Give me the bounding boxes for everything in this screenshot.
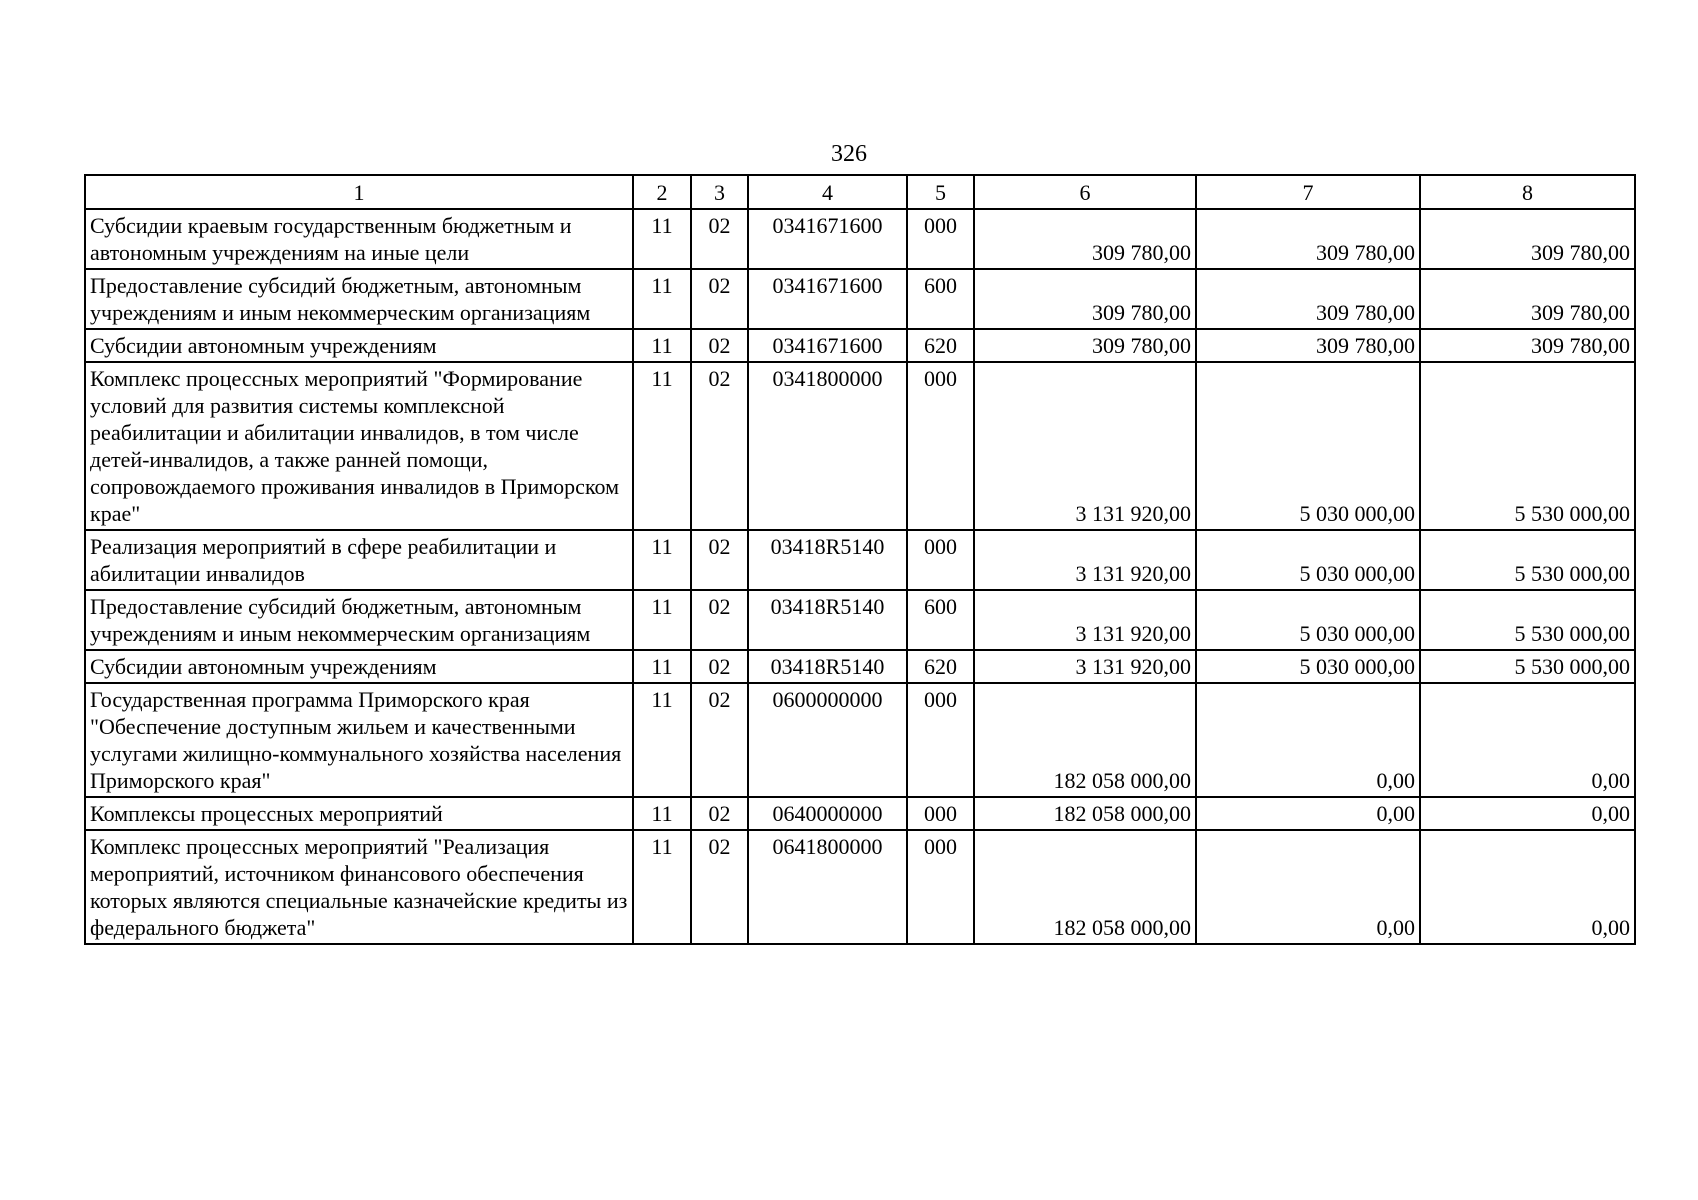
table-row (85, 830, 1635, 944)
table-row (85, 590, 1635, 650)
target-item-code-cell: 0641800000 (748, 830, 907, 944)
column-header: 8 (1420, 175, 1635, 209)
subsection-code-cell: 02 (691, 590, 748, 650)
table-row (85, 362, 1635, 530)
column-header: 1 (85, 175, 633, 209)
amount-col8-cell: 309 780,00 (1420, 269, 1635, 329)
row-name-cell: Комплексы процессных мероприятий (85, 797, 633, 830)
table-row (85, 530, 1635, 590)
subsection-code-cell: 02 (691, 797, 748, 830)
amount-col8-cell: 5 530 000,00 (1420, 590, 1635, 650)
section-code-cell: 11 (633, 830, 691, 944)
subsection-code-cell: 02 (691, 269, 748, 329)
expense-type-code-cell: 000 (907, 362, 974, 530)
subsection-code-cell: 02 (691, 650, 748, 683)
page-number: 326 (831, 141, 867, 167)
section-code-cell: 11 (633, 269, 691, 329)
target-item-code-cell: 0600000000 (748, 683, 907, 797)
amount-col8-cell: 5 530 000,00 (1420, 650, 1635, 683)
subsection-code-cell: 02 (691, 329, 748, 362)
table-row (85, 329, 1635, 362)
amount-col6-cell: 3 131 920,00 (974, 530, 1196, 590)
amount-col6-cell: 182 058 000,00 (974, 797, 1196, 830)
row-name-cell: Государственная программа Приморского края "Обеспечение доступным жильем и качественными услугами жилищно-коммунального хозяйства населения Приморского края" (85, 683, 633, 797)
amount-col6-cell: 309 780,00 (974, 329, 1196, 362)
row-name-cell: Комплекс процессных мероприятий "Реализация мероприятий, источником финансового обеспечения которых являются специальные казначейские кредиты из федерального бюджета" (85, 830, 633, 944)
budget-table (84, 174, 1636, 945)
expense-type-code-cell: 620 (907, 650, 974, 683)
amount-col8-cell: 0,00 (1420, 797, 1635, 830)
section-code-cell: 11 (633, 209, 691, 269)
expense-type-code-cell: 000 (907, 530, 974, 590)
section-code-cell: 11 (633, 530, 691, 590)
table-header-row (85, 175, 1635, 209)
column-header: 4 (748, 175, 907, 209)
section-code-cell: 11 (633, 590, 691, 650)
amount-col7-cell: 309 780,00 (1196, 209, 1420, 269)
target-item-code-cell: 03418R5140 (748, 530, 907, 590)
column-header: 6 (974, 175, 1196, 209)
target-item-code-cell: 0640000000 (748, 797, 907, 830)
amount-col6-cell: 182 058 000,00 (974, 830, 1196, 944)
expense-type-code-cell: 600 (907, 269, 974, 329)
amount-col8-cell: 309 780,00 (1420, 329, 1635, 362)
amount-col6-cell: 309 780,00 (974, 209, 1196, 269)
row-name-cell: Реализация мероприятий в сфере реабилитации и абилитации инвалидов (85, 530, 633, 590)
expense-type-code-cell: 000 (907, 797, 974, 830)
target-item-code-cell: 0341671600 (748, 209, 907, 269)
expense-type-code-cell: 000 (907, 683, 974, 797)
amount-col7-cell: 0,00 (1196, 797, 1420, 830)
expense-type-code-cell: 620 (907, 329, 974, 362)
section-code-cell: 11 (633, 797, 691, 830)
subsection-code-cell: 02 (691, 530, 748, 590)
section-code-cell: 11 (633, 362, 691, 530)
section-code-cell: 11 (633, 683, 691, 797)
table-row (85, 650, 1635, 683)
column-header: 5 (907, 175, 974, 209)
section-code-cell: 11 (633, 650, 691, 683)
amount-col6-cell: 3 131 920,00 (974, 650, 1196, 683)
row-name-cell: Комплекс процессных мероприятий "Формирование условий для развития системы комплексной реабилитации и абилитации инвалидов, в том числе детей-инвалидов, а также ранней помощи, сопровождаемого проживания инвалидов в Приморском крае" (85, 362, 633, 530)
target-item-code-cell: 03418R5140 (748, 590, 907, 650)
target-item-code-cell: 0341800000 (748, 362, 907, 530)
target-item-code-cell: 0341671600 (748, 269, 907, 329)
amount-col8-cell: 5 530 000,00 (1420, 362, 1635, 530)
expense-type-code-cell: 000 (907, 209, 974, 269)
amount-col8-cell: 0,00 (1420, 830, 1635, 944)
row-name-cell: Предоставление субсидий бюджетным, автономным учреждениям и иным некоммерческим организациям (85, 269, 633, 329)
amount-col7-cell: 5 030 000,00 (1196, 362, 1420, 530)
table-body (85, 209, 1635, 944)
amount-col7-cell: 309 780,00 (1196, 269, 1420, 329)
target-item-code-cell: 03418R5140 (748, 650, 907, 683)
subsection-code-cell: 02 (691, 830, 748, 944)
amount-col8-cell: 0,00 (1420, 683, 1635, 797)
target-item-code-cell: 0341671600 (748, 329, 907, 362)
amount-col7-cell: 5 030 000,00 (1196, 650, 1420, 683)
subsection-code-cell: 02 (691, 683, 748, 797)
amount-col8-cell: 309 780,00 (1420, 209, 1635, 269)
column-header: 2 (633, 175, 691, 209)
column-header: 3 (691, 175, 748, 209)
column-header: 7 (1196, 175, 1420, 209)
amount-col8-cell: 5 530 000,00 (1420, 530, 1635, 590)
row-name-cell: Субсидии краевым государственным бюджетным и автономным учреждениям на иные цели (85, 209, 633, 269)
amount-col6-cell: 182 058 000,00 (974, 683, 1196, 797)
amount-col6-cell: 3 131 920,00 (974, 362, 1196, 530)
row-name-cell: Субсидии автономным учреждениям (85, 650, 633, 683)
table-row (85, 269, 1635, 329)
amount-col6-cell: 3 131 920,00 (974, 590, 1196, 650)
amount-col7-cell: 0,00 (1196, 683, 1420, 797)
subsection-code-cell: 02 (691, 209, 748, 269)
table-row (85, 683, 1635, 797)
amount-col7-cell: 5 030 000,00 (1196, 590, 1420, 650)
amount-col7-cell: 5 030 000,00 (1196, 530, 1420, 590)
row-name-cell: Предоставление субсидий бюджетным, автономным учреждениям и иным некоммерческим организациям (85, 590, 633, 650)
expense-type-code-cell: 000 (907, 830, 974, 944)
section-code-cell: 11 (633, 329, 691, 362)
table-row (85, 797, 1635, 830)
table-row (85, 209, 1635, 269)
subsection-code-cell: 02 (691, 362, 748, 530)
amount-col7-cell: 309 780,00 (1196, 329, 1420, 362)
amount-col6-cell: 309 780,00 (974, 269, 1196, 329)
expense-type-code-cell: 600 (907, 590, 974, 650)
amount-col7-cell: 0,00 (1196, 830, 1420, 944)
row-name-cell: Субсидии автономным учреждениям (85, 329, 633, 362)
